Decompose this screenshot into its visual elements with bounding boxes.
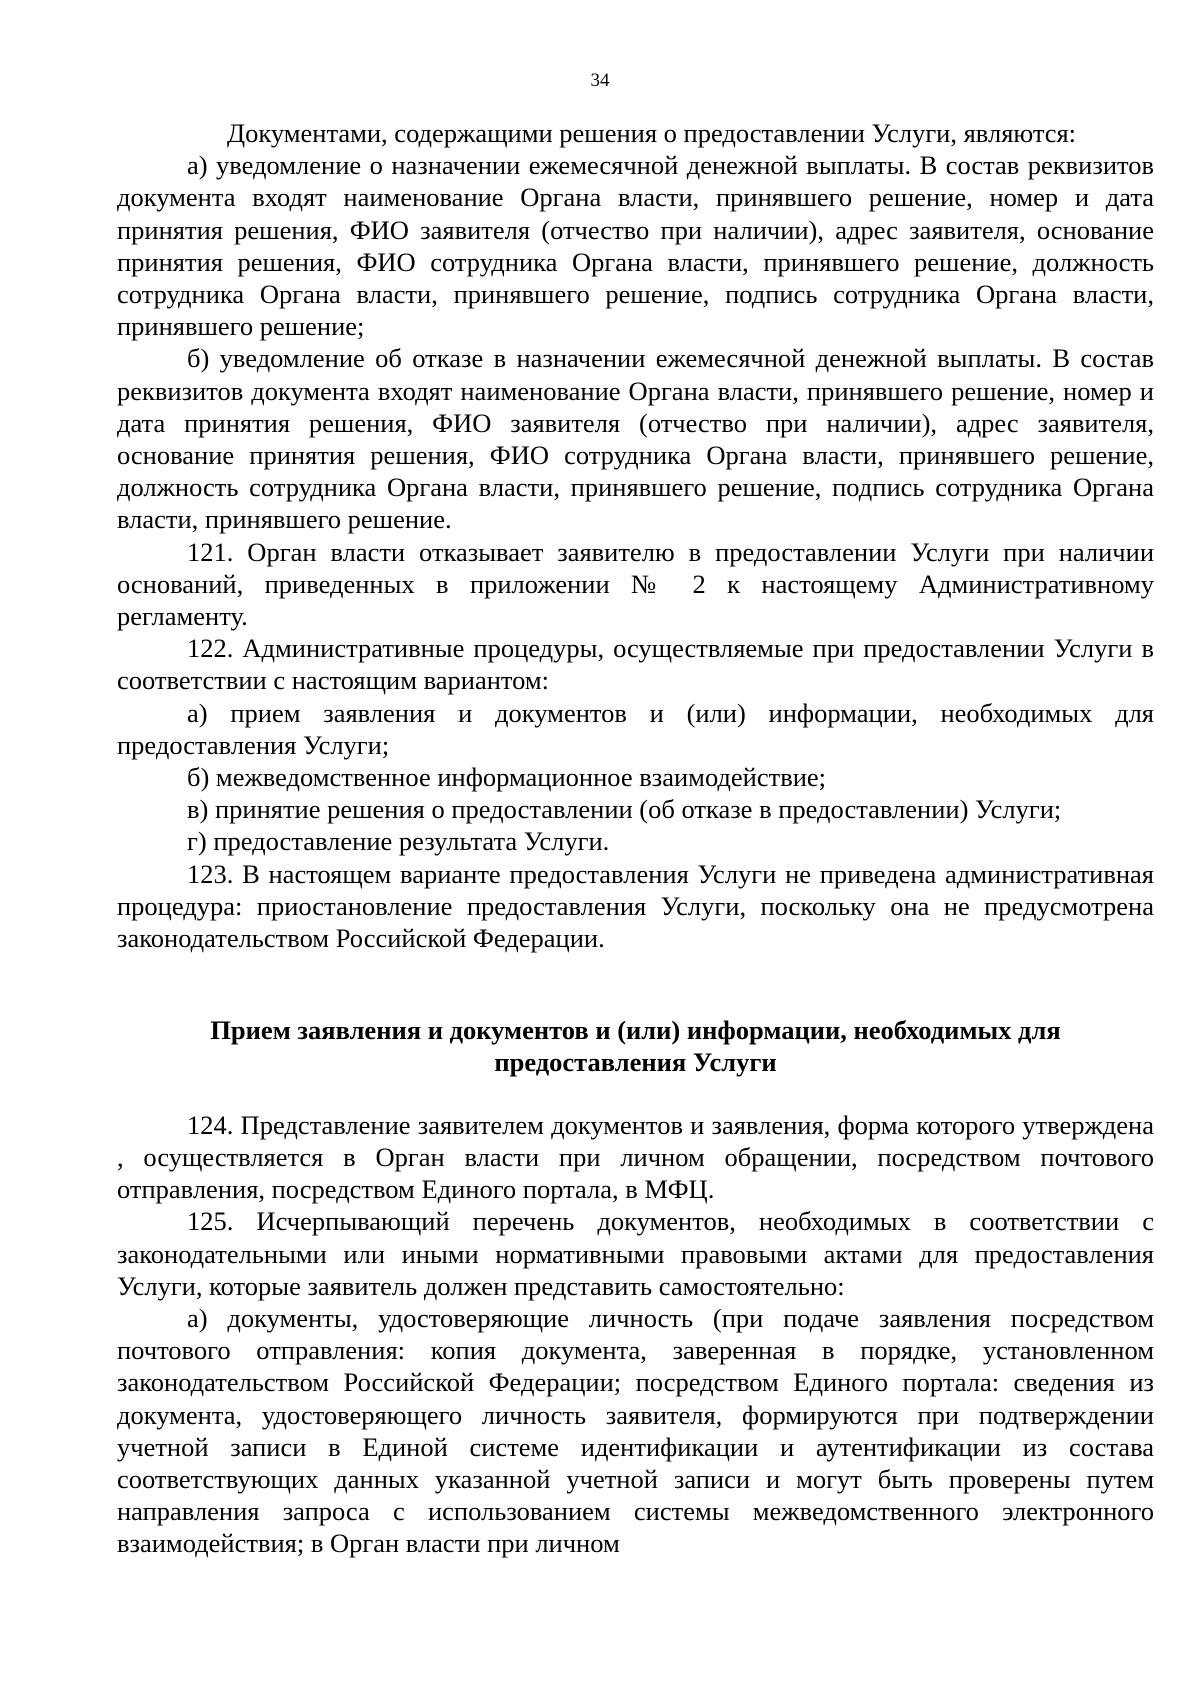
paragraph-122-a: а) прием заявления и документов и (или) информации, необходимых для предоставления Услуги; [117, 697, 1154, 760]
paragraph-item-b-refusal: б) уведомление об отказе в назначении ежемесячной денежной выплаты. В состав реквизитов документа входят наименование Органа власти, принявшего решение, номер и дата принятия решения, ФИО заявителя (отчество при наличии), адрес заявителя, основание принятия решения, ФИО сотрудника Органа власти, принявшего решение, должность сотрудника Органа власти, принявшего решение, подпись сотрудника Органа власти, принявшего решение. [117, 343, 1154, 535]
paragraph-122-c: в) принятие решения о предоставлении (об отказе в предоставлении) Услуги; [187, 794, 1062, 825]
paragraph-121: 121. Орган власти отказывает заявителю в предоставлении Услуги при наличии оснований, приведенных в приложении № 2 к настоящему Административному регламенту. [117, 536, 1154, 632]
paragraph-122-d: г) предоставление результата Услуги. [187, 826, 610, 857]
document-body [117, 117, 1154, 1560]
paragraph-122: 122. Административные процедуры, осуществляемые при предоставлении Услуги в соответствии с настоящим вариантом: [117, 633, 1154, 696]
section-heading: Прием заявления и документов и (или) информации, необходимых для предоставления Услуги [210, 1015, 1061, 1078]
page-number: 34 [590, 70, 610, 91]
paragraph-123: 123. В настоящем варианте предоставления Услуги не приведена административная процедура: приостановление предоставления Услуги, поскольку она не предусмотрена законодательством Российской Федерации. [117, 858, 1154, 954]
paragraph-124: 124. Представление заявителем документов и заявления, форма которого утверждена , осуществляется в Орган власти при личном обращении, посредством почтового отправления, посредством Единого портала, в МФЦ. [117, 1109, 1154, 1205]
paragraph-125-a: а) документы, удостоверяющие личность (при подаче заявления посредством почтового отправления: копия документа, заверенная в порядке, установленном законодательством Российской Федерации; посредством Единого портала: сведения из документа, удостоверяющего личность заявителя, формируются при подтверждении учетной записи в Единой системе идентификации и аутентификации из состава соответствующих данных указанной учетной записи и могут быть проверены путем направления запроса с использованием системы межведомственного электронного взаимодействия; в Орган власти при личном [117, 1302, 1154, 1559]
paragraph-item-a-notification: а) уведомление о назначении ежемесячной денежной выплаты. В состав реквизитов документа входят наименование Органа власти, принявшего решение, номер и дата принятия решения, ФИО заявителя (отчество при наличии), адрес заявителя, основание принятия решения, ФИО сотрудника Органа власти, принявшего решение, должность сотрудника Органа власти, принявшего решение, подпись сотрудника Органа власти, принявшего решение; [117, 150, 1154, 342]
paragraph-intro: Документами, содержащими решения о предоставлении Услуги, являются: [227, 118, 1077, 148]
paragraph-122-b: б) межведомственное информационное взаимодействие; [187, 762, 827, 793]
paragraph-125: 125. Исчерпывающий перечень документов, необходимых в соответствии с законодательными или иными нормативными правовыми актами для предоставления Услуги, которые заявитель должен представить самостоятельно: [117, 1206, 1154, 1301]
